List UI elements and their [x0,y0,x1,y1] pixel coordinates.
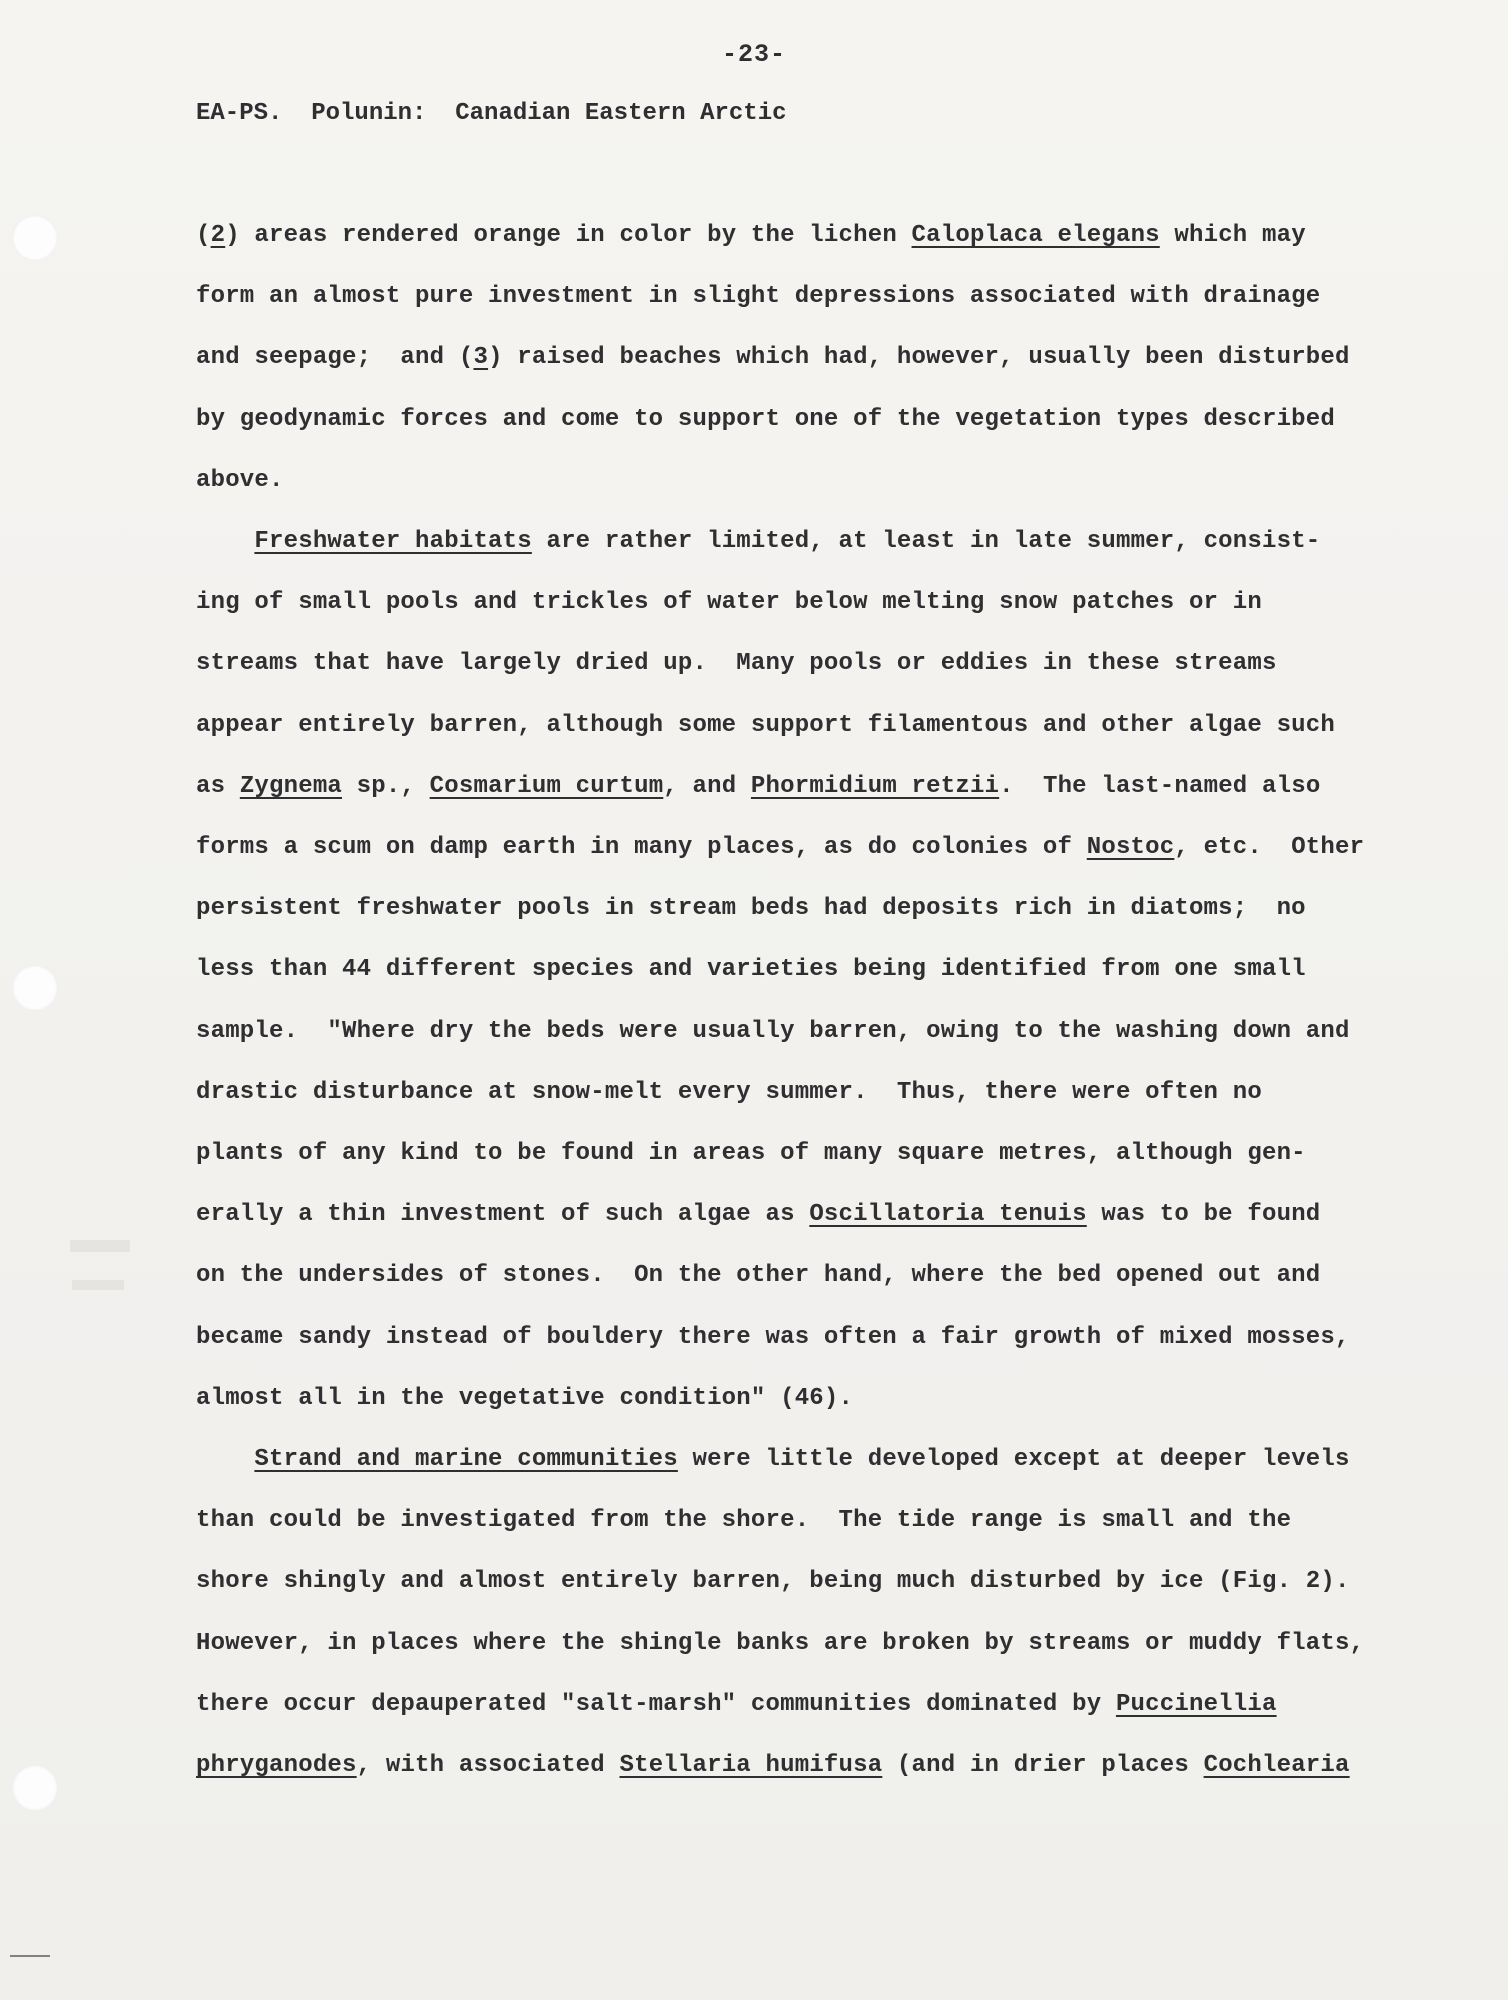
text-run: persistent freshwater pools in stream beds had deposits rich in diatoms; no [196,895,1306,923]
text-run: , and [663,772,751,800]
text-line [196,956,1306,983]
underlined-term: Cosmarium curtum [429,772,664,800]
text-run: appear entirely barren, although some support filamentous and other algae such [196,711,1335,739]
text-run: sp., [342,772,430,800]
text-run: erally a thin investment of such algae as [196,1201,810,1229]
text-line [196,1507,1291,1534]
text-run: ) raised beaches which had, however, usually been disturbed [488,344,1350,372]
text-run [196,1446,254,1473]
text-run: there occur depauperated "salt-marsh" communities dominated by [196,1690,1116,1718]
text-run: ing of small pools and trickles of water below melting snow patches or in [196,589,1262,617]
text-run: (and in drier places [882,1752,1204,1779]
underlined-term: Freshwater habitats [254,528,532,555]
text-run: forms a scum on damp earth in many places, as do colonies of [196,834,1087,861]
text-line [196,895,1306,922]
bleed-through-mark [70,1240,130,1252]
pencil-mark [10,1955,50,1957]
text-line [196,1568,1350,1595]
punch-hole [12,1765,58,1811]
text-run: than could be investigated from the shore. The tide range is small and the [196,1507,1292,1535]
text-line [196,1079,1262,1106]
underlined-term: Caloplaca elegans [911,222,1160,249]
running-head: EA-PS. Polunin: Canadian Eastern Arctic [196,100,787,127]
underlined-term: 3 [473,344,489,372]
text-run: ) areas rendered orange in color by the lichen [225,222,912,249]
text-run: ( [196,222,211,249]
punch-hole [12,965,58,1011]
text-line [196,773,1320,800]
underlined-term: Oscillatoria tenuis [809,1201,1087,1229]
text-line [196,1385,853,1412]
text-line [196,528,1320,555]
text-run: on the undersides of stones. On the other hand, where the bed opened out and [196,1262,1321,1290]
text-line [196,1446,1350,1473]
text-run: by geodynamic forces and come to support one of the vegetation types described [196,405,1335,433]
punch-hole [12,215,58,261]
text-run: which may [1159,222,1306,249]
underlined-term: phryganodes [196,1752,357,1779]
text-line [196,344,1350,371]
text-run: streams that have largely dried up. Many pools or eddies in these streams [196,650,1277,678]
underlined-term: 2 [210,222,226,249]
text-line [196,222,1306,249]
text-run: plants of any kind to be found in areas of many square metres, although gen- [196,1140,1306,1167]
underlined-term: Nostoc [1086,834,1175,861]
underlined-term: Stellaria humifusa [619,1752,883,1779]
page-number: -23- [721,40,786,69]
text-run: However, in places where the shingle banks are broken by streams or muddy flats, [196,1629,1365,1657]
text-line [196,1018,1350,1045]
text-run: almost all in the vegetative condition" (46). [196,1384,854,1412]
text-run: form an almost pure investment in slight depressions associated with drainage [196,283,1321,311]
text-line [196,1262,1320,1289]
text-run: . The last-named also [999,772,1321,800]
underlined-term: Cochlearia [1203,1752,1350,1779]
text-run: sample. "Where dry the beds were usually barren, owing to the washing down and [196,1017,1350,1045]
text-run: and seepage; and ( [196,344,474,372]
text-line [196,1691,1277,1718]
underlined-term: Strand and marine communities [254,1446,678,1473]
bleed-through-mark [72,1280,124,1290]
text-run: shore shingly and almost entirely barren, being much disturbed by ice (Fig. 2). [196,1568,1350,1596]
text-line [196,834,1364,861]
text-line [196,1324,1350,1351]
text-run: , with associated [356,1752,620,1779]
text-line [196,1752,1350,1779]
text-run: are rather limited, at least in late summer, consist- [531,528,1321,555]
text-run: was to be found [1086,1201,1321,1229]
text-line [196,589,1262,616]
text-run: , etc. Other [1174,834,1365,861]
text-run: above. [196,466,284,494]
text-line [196,1630,1364,1657]
text-run: became sandy instead of bouldery there was often a fair growth of mixed mosses, [196,1323,1350,1351]
text-line [196,712,1335,739]
text-line [196,283,1320,310]
text-run: were little developed except at deeper levels [677,1446,1350,1473]
underlined-term: Puccinellia [1115,1690,1277,1718]
text-line [196,406,1335,433]
text-run [196,528,254,555]
text-run: as [196,772,240,800]
underlined-term: Zygnema [239,772,343,800]
text-line [196,1201,1320,1228]
text-run: drastic disturbance at snow-melt every summer. Thus, there were often no [196,1078,1262,1106]
text-line [196,650,1277,677]
underlined-term: Phormidium retzii [750,772,1000,800]
text-line [196,1140,1306,1167]
text-run: less than 44 different species and varieties being identified from one small [196,956,1306,984]
text-line [196,467,284,494]
